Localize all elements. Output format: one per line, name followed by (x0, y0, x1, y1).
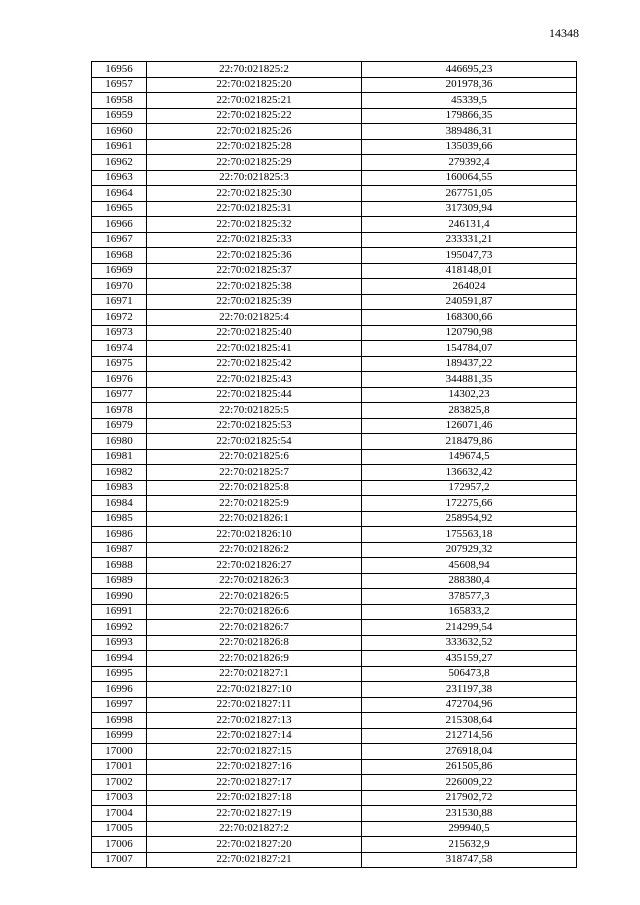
row-number-cell: 16977 (92, 387, 147, 403)
row-number-cell: 17000 (92, 744, 147, 760)
table-row (92, 124, 577, 140)
cadastral-number-cell: 22:70:021827:20 (147, 837, 362, 853)
table-row (92, 790, 577, 806)
cadastral-value-cell: 435159,27 (362, 651, 577, 667)
table-row (92, 542, 577, 558)
cadastral-value-cell: 214299,54 (362, 620, 577, 636)
table-row (92, 682, 577, 698)
cadastral-number-cell: 22:70:021825:21 (147, 93, 362, 109)
cadastral-number-cell: 22:70:021826:7 (147, 620, 362, 636)
cadastral-value-cell: 288380,4 (362, 573, 577, 589)
cadastral-value-cell: 258954,92 (362, 511, 577, 527)
row-number-cell: 16960 (92, 124, 147, 140)
cadastral-number-cell: 22:70:021825:32 (147, 217, 362, 233)
row-number-cell: 16980 (92, 434, 147, 450)
cadastral-value-cell: 207929,32 (362, 542, 577, 558)
table-row (92, 325, 577, 341)
row-number-cell: 17001 (92, 759, 147, 775)
table-row (92, 418, 577, 434)
cadastral-number-cell: 22:70:021825:30 (147, 186, 362, 202)
table-row (92, 232, 577, 248)
table-row (92, 356, 577, 372)
table-row (92, 728, 577, 744)
row-number-cell: 16958 (92, 93, 147, 109)
table-row (92, 201, 577, 217)
row-number-cell: 16959 (92, 108, 147, 124)
cadastral-value-cell: 179866,35 (362, 108, 577, 124)
row-number-cell: 16988 (92, 558, 147, 574)
row-number-cell: 16956 (92, 62, 147, 78)
cadastral-number-cell: 22:70:021827:14 (147, 728, 362, 744)
row-number-cell: 16965 (92, 201, 147, 217)
cadastral-value-cell: 226009,22 (362, 775, 577, 791)
row-number-cell: 16994 (92, 651, 147, 667)
cadastral-number-cell: 22:70:021825:2 (147, 62, 362, 78)
cadastral-number-cell: 22:70:021825:38 (147, 279, 362, 295)
row-number-cell: 16991 (92, 604, 147, 620)
row-number-cell: 16996 (92, 682, 147, 698)
table-row (92, 589, 577, 605)
cadastral-number-cell: 22:70:021826:2 (147, 542, 362, 558)
row-number-cell: 16979 (92, 418, 147, 434)
table-row (92, 310, 577, 326)
cadastral-number-cell: 22:70:021825:3 (147, 170, 362, 186)
table-row (92, 403, 577, 419)
table-row (92, 775, 577, 791)
row-number-cell: 16971 (92, 294, 147, 310)
cadastral-number-cell: 22:70:021827:11 (147, 697, 362, 713)
table-row (92, 372, 577, 388)
table-row (92, 387, 577, 403)
cadastral-value-cell: 318747,58 (362, 852, 577, 868)
cadastral-value-cell: 215308,64 (362, 713, 577, 729)
cadastral-number-cell: 22:70:021825:53 (147, 418, 362, 434)
row-number-cell: 16969 (92, 263, 147, 279)
row-number-cell: 16966 (92, 217, 147, 233)
cadastral-value-cell: 472704,96 (362, 697, 577, 713)
table-row (92, 480, 577, 496)
cadastral-value-cell: 45608,94 (362, 558, 577, 574)
cadastral-value-cell: 389486,31 (362, 124, 577, 140)
table-row (92, 759, 577, 775)
cadastral-number-cell: 22:70:021825:7 (147, 465, 362, 481)
cadastral-value-cell: 212714,56 (362, 728, 577, 744)
table-row (92, 294, 577, 310)
cadastral-value-cell: 246131,4 (362, 217, 577, 233)
row-number-cell: 17002 (92, 775, 147, 791)
cadastral-value-cell: 264024 (362, 279, 577, 295)
table-row (92, 449, 577, 465)
cadastral-number-cell: 22:70:021826:9 (147, 651, 362, 667)
cadastral-number-cell: 22:70:021827:16 (147, 759, 362, 775)
table-row (92, 170, 577, 186)
table-row (92, 496, 577, 512)
row-number-cell: 16978 (92, 403, 147, 419)
cadastral-number-cell: 22:70:021827:17 (147, 775, 362, 791)
cadastral-number-cell: 22:70:021826:10 (147, 527, 362, 543)
table-row (92, 465, 577, 481)
table-row (92, 434, 577, 450)
table-row (92, 806, 577, 822)
row-number-cell: 16984 (92, 496, 147, 512)
row-number-cell: 16985 (92, 511, 147, 527)
row-number-cell: 16957 (92, 77, 147, 93)
cadastral-number-cell: 22:70:021825:39 (147, 294, 362, 310)
cadastral-number-cell: 22:70:021825:4 (147, 310, 362, 326)
cadastral-value-cell: 506473,8 (362, 666, 577, 682)
table-row (92, 93, 577, 109)
cadastral-number-cell: 22:70:021825:31 (147, 201, 362, 217)
row-number-cell: 16995 (92, 666, 147, 682)
cadastral-number-cell: 22:70:021825:54 (147, 434, 362, 450)
table-row (92, 697, 577, 713)
row-number-cell: 17005 (92, 821, 147, 837)
cadastral-number-cell: 22:70:021825:36 (147, 248, 362, 264)
cadastral-value-cell: 215632,9 (362, 837, 577, 853)
cadastral-number-cell: 22:70:021825:41 (147, 341, 362, 357)
cadastral-value-cell: 378577,3 (362, 589, 577, 605)
row-number-cell: 16972 (92, 310, 147, 326)
cadastral-value-cell: 149674,5 (362, 449, 577, 465)
cadastral-value-cell: 267751,05 (362, 186, 577, 202)
cadastral-value-cell: 189437,22 (362, 356, 577, 372)
cadastral-number-cell: 22:70:021827:2 (147, 821, 362, 837)
cadastral-value-cell: 231197,38 (362, 682, 577, 698)
row-number-cell: 16986 (92, 527, 147, 543)
cadastral-value-cell: 218479,86 (362, 434, 577, 450)
cadastral-value-cell: 283825,8 (362, 403, 577, 419)
table-row (92, 77, 577, 93)
row-number-cell: 16993 (92, 635, 147, 651)
cadastral-value-cell: 240591,87 (362, 294, 577, 310)
row-number-cell: 16990 (92, 589, 147, 605)
table-row (92, 511, 577, 527)
cadastral-value-cell: 136632,42 (362, 465, 577, 481)
cadastral-number-cell: 22:70:021825:5 (147, 403, 362, 419)
table-row (92, 62, 577, 78)
cadastral-value-cell: 195047,73 (362, 248, 577, 264)
row-number-cell: 16982 (92, 465, 147, 481)
row-number-cell: 16962 (92, 155, 147, 171)
table-row (92, 139, 577, 155)
cadastral-number-cell: 22:70:021826:6 (147, 604, 362, 620)
cadastral-value-cell: 120790,98 (362, 325, 577, 341)
cadastral-value-cell: 217902,72 (362, 790, 577, 806)
cadastral-value-cell: 172275,66 (362, 496, 577, 512)
cadastral-number-cell: 22:70:021827:21 (147, 852, 362, 868)
cadastral-value-cell: 333632,52 (362, 635, 577, 651)
cadastral-number-cell: 22:70:021826:27 (147, 558, 362, 574)
row-number-cell: 16987 (92, 542, 147, 558)
page-number: 14348 (549, 26, 579, 40)
cadastral-value-cell: 276918,04 (362, 744, 577, 760)
row-number-cell: 16973 (92, 325, 147, 341)
table-row (92, 666, 577, 682)
table-row (92, 248, 577, 264)
cadastral-number-cell: 22:70:021825:43 (147, 372, 362, 388)
cadastral-number-cell: 22:70:021825:40 (147, 325, 362, 341)
cadastral-number-cell: 22:70:021825:42 (147, 356, 362, 372)
row-number-cell: 16999 (92, 728, 147, 744)
cadastral-value-cell: 201978,36 (362, 77, 577, 93)
cadastral-value-cell: 175563,18 (362, 527, 577, 543)
row-number-cell: 17004 (92, 806, 147, 822)
cadastral-value-cell: 261505,86 (362, 759, 577, 775)
cadastral-number-cell: 22:70:021827:13 (147, 713, 362, 729)
cadastral-value-cell: 233331,21 (362, 232, 577, 248)
table-row (92, 852, 577, 868)
cadastral-number-cell: 22:70:021827:19 (147, 806, 362, 822)
row-number-cell: 16974 (92, 341, 147, 357)
table-row (92, 186, 577, 202)
row-number-cell: 17003 (92, 790, 147, 806)
table-body (92, 62, 577, 868)
table-row (92, 155, 577, 171)
table-row (92, 744, 577, 760)
cadastral-number-cell: 22:70:021826:1 (147, 511, 362, 527)
cadastral-number-cell: 22:70:021825:29 (147, 155, 362, 171)
cadastral-number-cell: 22:70:021825:37 (147, 263, 362, 279)
table-row (92, 341, 577, 357)
cadastral-number-cell: 22:70:021827:1 (147, 666, 362, 682)
cadastral-value-cell: 299940,5 (362, 821, 577, 837)
cadastral-number-cell: 22:70:021825:28 (147, 139, 362, 155)
cadastral-value-cell: 418148,01 (362, 263, 577, 279)
cadastral-value-cell: 135039,66 (362, 139, 577, 155)
table-row (92, 604, 577, 620)
row-number-cell: 16963 (92, 170, 147, 186)
cadastral-value-cell: 279392,4 (362, 155, 577, 171)
table-row (92, 837, 577, 853)
table-row (92, 558, 577, 574)
row-number-cell: 16983 (92, 480, 147, 496)
row-number-cell: 16968 (92, 248, 147, 264)
cadastral-number-cell: 22:70:021825:22 (147, 108, 362, 124)
row-number-cell: 16989 (92, 573, 147, 589)
cadastral-number-cell: 22:70:021826:3 (147, 573, 362, 589)
cadastral-value-cell: 172957,2 (362, 480, 577, 496)
table-row (92, 263, 577, 279)
row-number-cell: 16967 (92, 232, 147, 248)
cadastral-value-cell: 317309,94 (362, 201, 577, 217)
row-number-cell: 16992 (92, 620, 147, 636)
cadastral-number-cell: 22:70:021825:44 (147, 387, 362, 403)
row-number-cell: 16976 (92, 372, 147, 388)
table-row (92, 821, 577, 837)
cadastral-value-cell: 168300,66 (362, 310, 577, 326)
cadastral-value-cell: 165833,2 (362, 604, 577, 620)
cadastral-number-cell: 22:70:021825:33 (147, 232, 362, 248)
cadastral-number-cell: 22:70:021825:20 (147, 77, 362, 93)
cadastral-number-cell: 22:70:021827:10 (147, 682, 362, 698)
cadastral-number-cell: 22:70:021827:18 (147, 790, 362, 806)
table-row (92, 527, 577, 543)
cadastral-number-cell: 22:70:021826:8 (147, 635, 362, 651)
cadastral-value-cell: 154784,07 (362, 341, 577, 357)
cadastral-number-cell: 22:70:021825:9 (147, 496, 362, 512)
row-number-cell: 16961 (92, 139, 147, 155)
cadastral-value-cell: 231530,88 (362, 806, 577, 822)
cadastral-number-cell: 22:70:021825:26 (147, 124, 362, 140)
table-row (92, 713, 577, 729)
cadastral-number-cell: 22:70:021827:15 (147, 744, 362, 760)
row-number-cell: 16970 (92, 279, 147, 295)
cadastral-value-cell: 126071,46 (362, 418, 577, 434)
cadastral-value-cell: 344881,35 (362, 372, 577, 388)
cadastral-value-cell: 14302,23 (362, 387, 577, 403)
cadastral-number-cell: 22:70:021825:6 (147, 449, 362, 465)
row-number-cell: 16981 (92, 449, 147, 465)
row-number-cell: 17006 (92, 837, 147, 853)
cadastral-value-cell: 160064,55 (362, 170, 577, 186)
table-row (92, 217, 577, 233)
table-row (92, 108, 577, 124)
table-row (92, 573, 577, 589)
table-row (92, 651, 577, 667)
cadastral-number-cell: 22:70:021825:8 (147, 480, 362, 496)
row-number-cell: 16998 (92, 713, 147, 729)
cadastral-value-cell: 45339,5 (362, 93, 577, 109)
table-row (92, 635, 577, 651)
table-row (92, 620, 577, 636)
table-row (92, 279, 577, 295)
cadastral-value-cell: 446695,23 (362, 62, 577, 78)
cadastral-value-table (91, 61, 577, 868)
row-number-cell: 17007 (92, 852, 147, 868)
row-number-cell: 16997 (92, 697, 147, 713)
row-number-cell: 16964 (92, 186, 147, 202)
cadastral-number-cell: 22:70:021826:5 (147, 589, 362, 605)
row-number-cell: 16975 (92, 356, 147, 372)
